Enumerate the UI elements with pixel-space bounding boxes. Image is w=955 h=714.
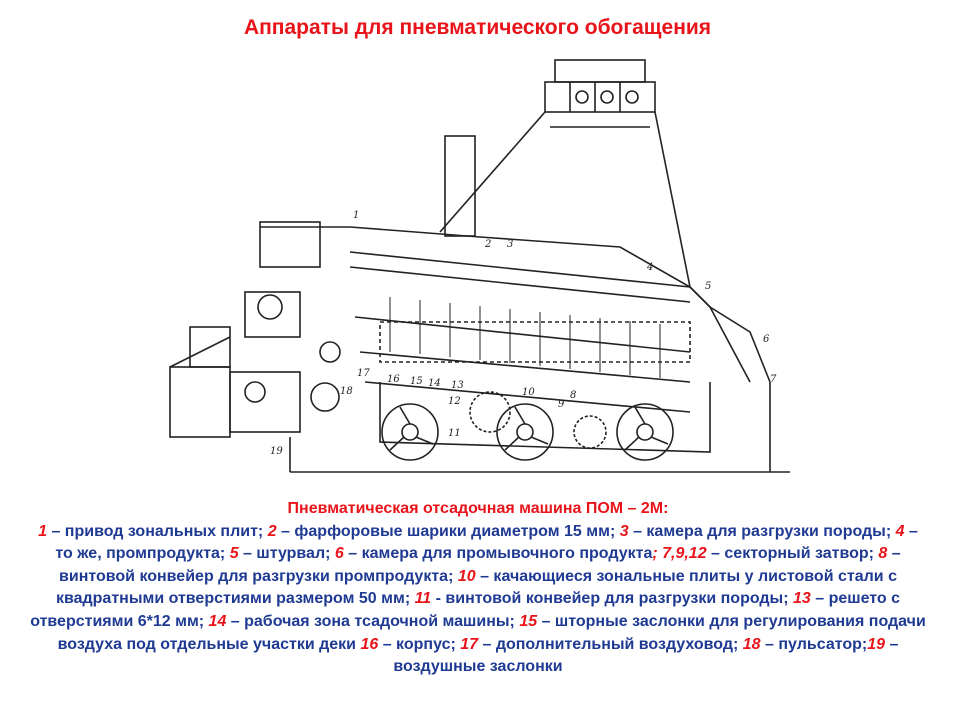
caption-item-number: 15 [519, 612, 538, 630]
figure-label-14: 14 [428, 378, 441, 389]
caption-item-text: - винтовой конвейер для разгрузки породы; [431, 590, 793, 608]
caption-item-number: 16 [360, 635, 379, 653]
caption-heading: Пневматическая отсадочная машина ПОМ – 2М: [287, 500, 669, 517]
caption-item-number: 5 [229, 545, 239, 563]
caption-body [28, 521, 928, 679]
figure-label-12: 12 [448, 396, 461, 407]
caption-item-number: 17 [460, 635, 479, 653]
figure-label-2: 2 [485, 239, 492, 250]
caption-item-text: – качающиеся зональные плиты у листовой стали с квадратными отверстиями размером 50 мм; [55, 567, 897, 608]
caption-item-number: 18 [742, 635, 761, 653]
caption-item-text: – рабочая зона тсадочной машины; [226, 612, 520, 630]
caption-item-text: – шторные заслонки для регулирования подачи воздуха под отдельные участки деки [57, 612, 926, 653]
caption-item-text: – решето с отверстиями 6*12 мм; [30, 590, 901, 630]
caption-item-text: – привод зональных плит; [47, 522, 268, 540]
caption-item-text: – корпус; [378, 635, 461, 653]
figure-label-7: 7 [770, 374, 777, 385]
caption-item-number: 1 [38, 522, 48, 540]
caption-item-number: 13 [793, 590, 811, 608]
figure-label-5: 5 [705, 281, 712, 292]
figure-label-13: 13 [451, 380, 464, 391]
caption-item-number: 11 [414, 590, 432, 608]
caption-item-text: – воздушные заслонки [393, 635, 899, 676]
caption-item-number: 8 [878, 545, 888, 563]
figure-label-11: 11 [448, 428, 461, 439]
figure-label-4: 4 [647, 262, 654, 273]
machine-diagram [150, 52, 800, 482]
figure-label-19: 19 [270, 446, 283, 457]
caption-item-text: – винтовой конвейер для разгрузки промпродукта; [59, 545, 901, 585]
figure-label-9: 9 [558, 399, 565, 410]
caption-item-number: 14 [208, 612, 227, 630]
caption-item-text: – камера для промывочного продукта [343, 545, 653, 563]
caption-item-number: 19 [867, 635, 886, 653]
caption-item-text: – дополнительный воздуховод; [478, 635, 743, 653]
caption-item-text: – фарфоровые шарики диаметром 15 мм; [276, 522, 620, 540]
caption-item-number: 3 [619, 522, 629, 540]
figure-label-3: 3 [507, 239, 514, 250]
caption-item-text: – штурвал; [238, 545, 335, 563]
caption-item-text: – то же, промпродукта; [55, 522, 918, 563]
figure-label-15: 15 [410, 376, 423, 387]
caption-item-number: 10 [457, 567, 476, 585]
slide-title: Аппараты для пневматического обогащения [243, 16, 712, 39]
figure-label-10: 10 [522, 387, 535, 398]
caption-item-text: – камера для разгрузки породы; [628, 522, 896, 540]
figure-caption [28, 498, 928, 679]
caption-item-number: ; 7,9,12 [652, 545, 707, 563]
feed-hopper [440, 60, 690, 287]
figure-label-6: 6 [763, 334, 770, 345]
caption-item-text: – секторный затвор; [706, 545, 879, 563]
caption-item-text: – пульсатор; [760, 635, 868, 653]
figure-label-18: 18 [340, 386, 353, 397]
figure-label-8: 8 [570, 390, 577, 401]
caption-item-number: 2 [267, 522, 277, 540]
figure-label-16: 16 [387, 374, 400, 385]
figure-label-1: 1 [353, 210, 360, 221]
figure-label-17: 17 [357, 368, 370, 379]
caption-item-number: 4 [895, 522, 905, 540]
caption-item-number: 6 [334, 545, 344, 563]
drive-assembly [170, 222, 340, 437]
